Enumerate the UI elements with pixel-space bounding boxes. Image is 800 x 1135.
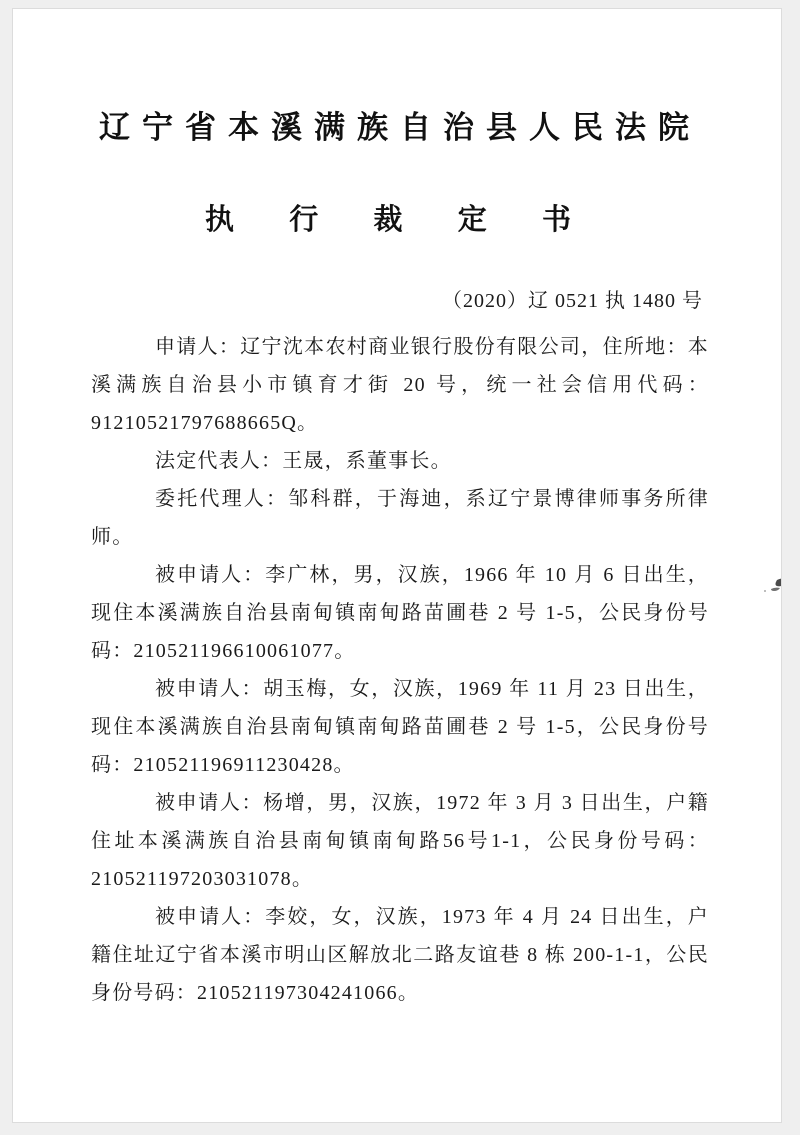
paragraph-respondent-4: 被申请人：李姣，女，汉族，1973 年 4 月 24 日出生，户籍住址辽宁省本溪市明山区解放北二路友谊巷 8 栋 200-1-1，公民身份号码：210521197304241066。 <box>91 906 709 1004</box>
document-content <box>13 102 781 1012</box>
paragraph-entrusted-agents: 委托代理人：邹科群，于海迪，系辽宁景博律师事务所律师。 <box>91 488 709 548</box>
document-title: 执 行 裁 定 书 <box>204 204 595 236</box>
paragraph-respondent-2: 被申请人：胡玉梅，女，汉族，1969 年 11 月 23 日出生，现住本溪满族自治县南甸镇南甸路苗圃巷 2 号 1-5，公民身份号码：210521196911230428。 <box>91 678 709 776</box>
paragraph-respondent-1: 被申请人：李广林，男，汉族，1966 年 10 月 6 日出生，现住本溪满族自治县南甸镇南甸路苗圃巷 2 号 1-5，公民身份号码：210521196610061077。 <box>91 564 709 662</box>
paragraph-respondent-3: 被申请人：杨增，男，汉族，1972 年 3 月 3 日出生，户籍住址本溪满族自治县南甸镇南甸路56号1-1，公民身份号码：210521197203031078。 <box>91 792 709 890</box>
scanned-document-page <box>12 8 782 1123</box>
paragraph-applicant: 申请人：辽宁沈本农村商业银行股份有限公司，住所地：本溪满族自治县小市镇育才街 20 号，统一社会信用代码：91210521797688665Q。 <box>91 336 709 434</box>
court-name-heading: 辽宁省本溪满族自治县人民法院 <box>99 110 701 145</box>
case-number: （2020）辽 0521 执 1480 号 <box>442 290 703 312</box>
paragraph-legal-representative: 法定代表人：王晟，系董事长。 <box>155 450 452 472</box>
document-body <box>91 328 709 1012</box>
